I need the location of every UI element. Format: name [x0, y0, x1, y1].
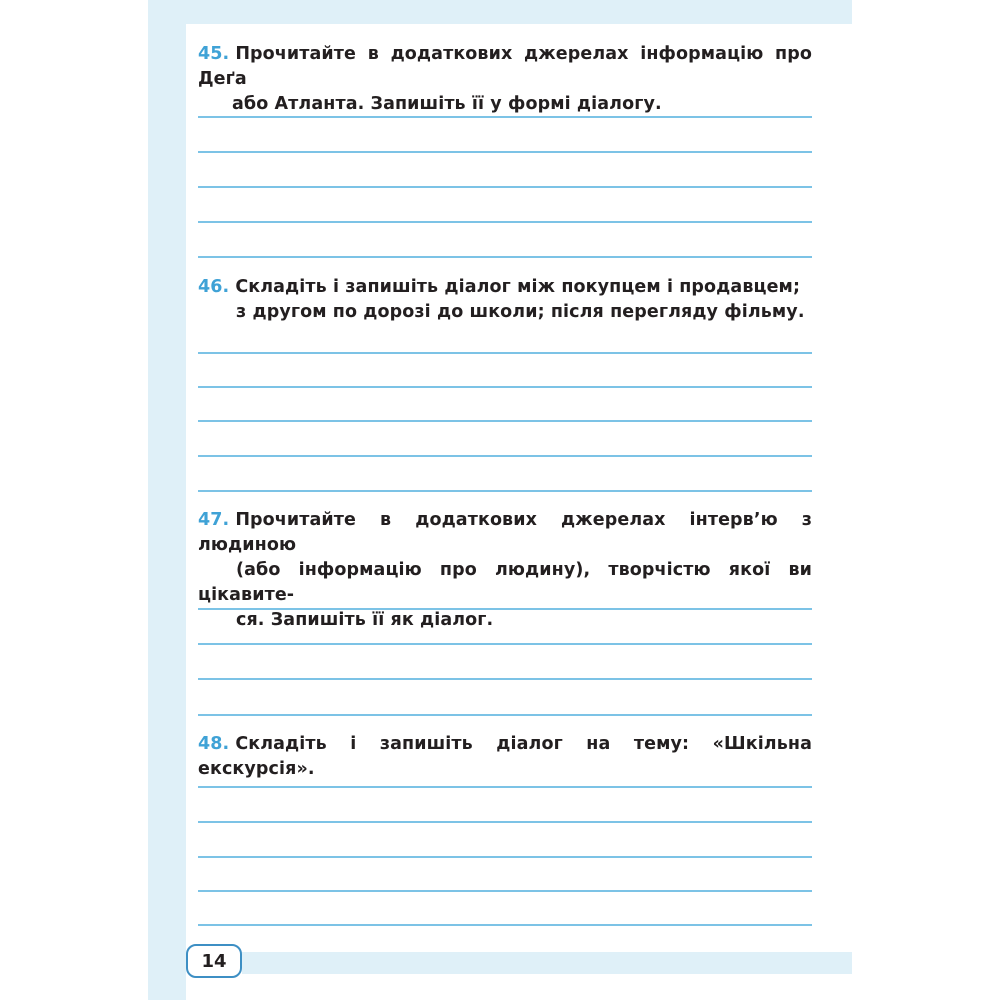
exercise-46 — [186, 275, 812, 325]
writing-line[interactable] — [198, 221, 812, 223]
writing-line[interactable] — [198, 924, 812, 926]
writing-line[interactable] — [198, 786, 812, 788]
exercise-number: 46. — [198, 277, 230, 297]
writing-line[interactable] — [198, 151, 812, 153]
writing-line[interactable] — [198, 186, 812, 188]
workbook-page — [186, 24, 852, 1000]
exercise-line: або Атланта. Запишіть її у формі діалогу. — [232, 94, 662, 114]
writing-line[interactable] — [198, 116, 812, 118]
writing-line[interactable] — [198, 890, 812, 892]
exercise-number: 48. — [198, 734, 230, 754]
exercise-48 — [186, 732, 812, 782]
exercise-line: Складіть і запишіть діалог на тему: «Шкільна екскурсія». — [198, 734, 812, 779]
writing-line[interactable] — [198, 490, 812, 492]
writing-line[interactable] — [198, 821, 812, 823]
writing-line[interactable] — [198, 714, 812, 716]
exercise-number: 47. — [198, 510, 230, 530]
writing-line[interactable] — [198, 608, 812, 610]
writing-line[interactable] — [198, 856, 812, 858]
writing-line[interactable] — [198, 386, 812, 388]
writing-line[interactable] — [198, 455, 812, 457]
exercise-45 — [186, 42, 812, 117]
writing-line[interactable] — [198, 420, 812, 422]
page-number: 14 — [186, 944, 242, 978]
exercise-48-text — [186, 732, 812, 782]
writing-line[interactable] — [198, 643, 812, 645]
exercise-47-text — [186, 508, 812, 633]
exercise-line: з другом по дорозі до школи; після перегляду фільму. — [236, 302, 805, 322]
exercise-line: Прочитайте в додаткових джерелах інформацію про Деґа — [198, 44, 812, 89]
footer-band — [242, 952, 852, 974]
exercise-46-text — [186, 275, 812, 325]
exercise-number: 45. — [198, 44, 230, 64]
exercise-45-text — [186, 42, 812, 117]
writing-line[interactable] — [198, 352, 812, 354]
exercise-47 — [186, 508, 812, 633]
exercise-line: ся. Запишіть її як діалог. — [236, 610, 494, 630]
exercise-line: (або інформацію про людину), творчістю якої ви цікавите- — [198, 560, 812, 605]
exercise-line: Прочитайте в додаткових джерелах інтерв’ю з людиною — [198, 510, 812, 555]
writing-line[interactable] — [198, 678, 812, 680]
exercise-line: Складіть і запишіть діалог між покупцем і продавцем; — [235, 277, 801, 297]
writing-line[interactable] — [198, 256, 812, 258]
